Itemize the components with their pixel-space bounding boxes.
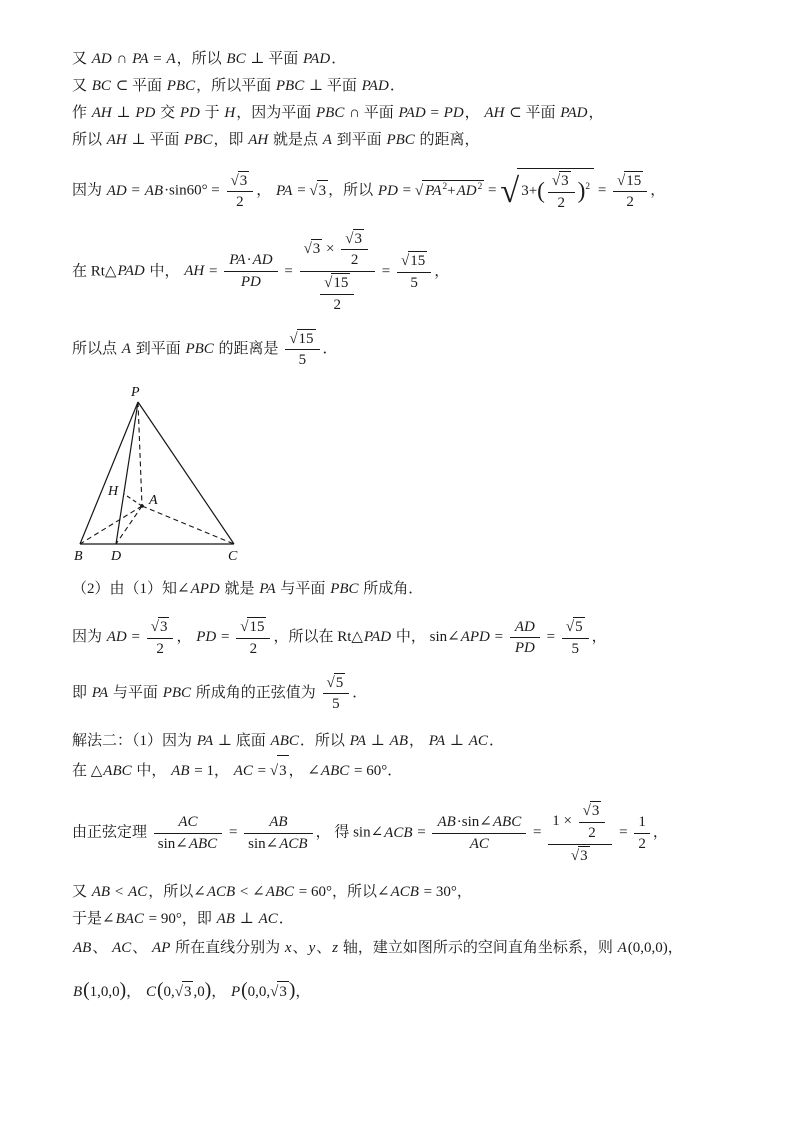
solution-line-9: 因为 AD = √ $\frac{3}{2}$ ， PD = √ $\frac{15}{2}$ ，所以在 Rt△PAD 中， sin∠APD = $\frac{AD}{PD}$ = √ $\frac{5}{5}$ ， xyxy=(72,617,750,659)
solution-line-14: 又 AB < AC，所以∠ACB < ∠ABC = 60°，所以∠ACB = 30°， xyxy=(72,884,472,901)
solution-line-7: 所以点 A 到平面 PBC 的距离是 √ $\frac{15}{5}$ ． xyxy=(72,329,750,371)
vertex-label-h: H xyxy=(108,484,119,499)
solution-line-3: 作 AH ⊥ PD 交 PD 于 H，因为平面 PBC ∩ 平面 PAD = PD， AH ⊂ 平面 PAD， xyxy=(72,105,604,121)
vertex-label-p: P xyxy=(131,385,140,400)
solution-line-11: 解法二：（1）因为 PA ⊥ 底面 ABC．所以 PA ⊥ AB， PA ⊥ AC． xyxy=(72,733,504,749)
vertex-label-a: A xyxy=(149,493,158,508)
pyramid-pabc-drawing xyxy=(72,384,282,572)
vertex-label-b: B xyxy=(74,549,83,564)
vertex-label-c: C xyxy=(228,549,238,564)
solution-line-15: 于是∠BAC = 90°，即 AB ⊥ AC． xyxy=(72,911,294,928)
solution-line-4: 所以 AH ⊥ 平面 PBC，即 AH 就是点 A 到平面 PBC 的距离， xyxy=(72,132,480,148)
solution-line-6: 在 Rt△PAD 中， AH = $\frac{PA\cdot AD}{PD}$ = √ 3 × √ $\frac{3}{2}$ √ $\frac{15}{2}$ = √ $\frac{15}{5}$ ， xyxy=(72,229,750,315)
solution-line-17: B(1,0,0)， C(0, √ 3 ,0)， P(0,0, √ 3 )， xyxy=(72,978,750,1004)
solution-line-8: （2）由（1）知∠APD 就是 PA 与平面 PBC 所成角． xyxy=(72,581,424,597)
solution-text xyxy=(72,46,750,1019)
solution-line-1: 又 AD ∩ PA = A，所以 BC ⊥ 平面 PAD． xyxy=(72,51,347,67)
solution-line-12: 在 △ABC 中， AB = 1， AC = √ 3 ， ∠ABC = 60°． xyxy=(72,755,750,787)
solution-line-5: 因为 AD = AB·sin60° = √ $\frac{3}{2}$ ， PA = √ 3 ，所以 PD = √ $PA^2+AD^2$ = √ 3+( √ $\frac{3}{2}$ )$^2$ = √ $\frac{15}{2}$ ， xyxy=(72,168,750,215)
solution-line-10: 即 PA 与平面 PBC 所成角的正弦值为 √ $\frac{5}{5}$ ． xyxy=(72,673,750,715)
solution-line-13: 由正弦定理 AC sin∠ABC = AB sin∠ACB ， 得 sin∠ACB = AB·sin∠ABC AC = 1 × √ $\frac{3}{2}$ √ 3 = $\frac{1}{2}$ ， xyxy=(72,801,750,865)
tetrahedron-figure xyxy=(72,384,750,572)
solution-line-16: AB、 AC、 AP 所在直线分别为 x、y、z 轴，建立如图所示的空间直角坐标系，则 A(0,0,0)， xyxy=(73,940,683,957)
vertex-label-d: D xyxy=(111,549,122,564)
solution-line-2: 又 BC ⊂ 平面 PBC，所以平面 PBC ⊥ 平面 PAD． xyxy=(72,78,405,94)
point-a-dot xyxy=(140,504,144,508)
